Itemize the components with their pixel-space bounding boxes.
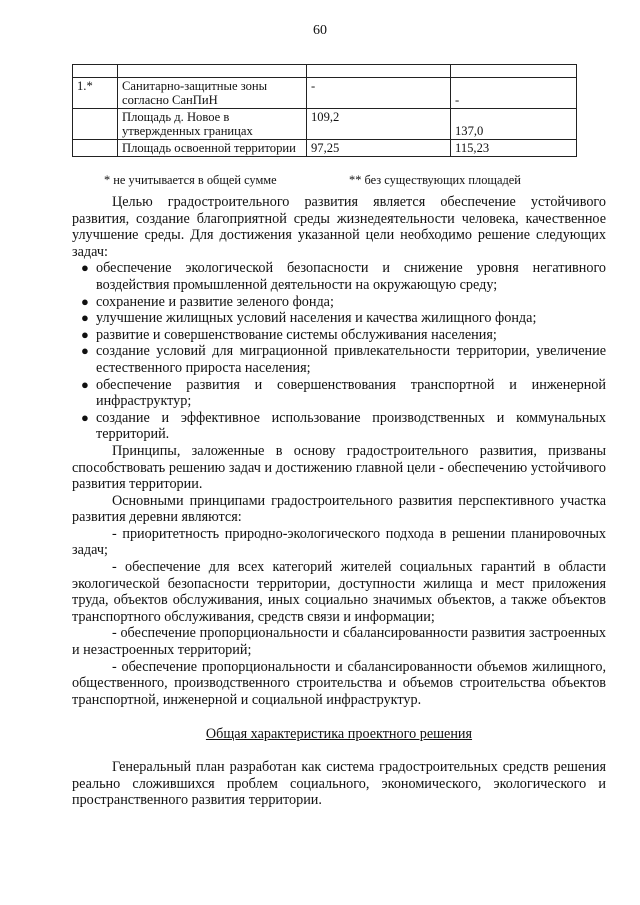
bullet-icon: ● (81, 376, 89, 392)
bullet-icon: ● (81, 293, 89, 309)
row-value-2: 137,0 (451, 109, 577, 140)
principle-item: - обеспечение пропорциональности и сбалансированности развития застроенных и незастроенных территорий; (72, 625, 606, 659)
row-value-1: 109,2 (307, 109, 451, 140)
area-table (72, 64, 577, 157)
table-top-row (73, 65, 577, 78)
principles-intro: Принципы, заложенные в основу градостроительного развития, призваны способствовать решению задач и достижению главной цели - обеспечению устойчивого развития территории. (72, 442, 606, 493)
list-item: ● развитие и совершенствование системы обслуживания населения; (81, 326, 497, 343)
list-item: ● создание условий для миграционной привлекательности территории, увеличение естественного прироста населения; (81, 343, 606, 376)
table-row (73, 109, 577, 140)
row-number (73, 140, 118, 157)
list-item: ● обеспечение экологической безопасности и снижение уровня негативного воздействия промышленной деятельности на окружающую среду; (81, 260, 606, 293)
section-paragraph: Генеральный план разработан как система градостроительных средств решения реально сложившихся проблем социального, экономического, экологического и пространственного развития территории. (72, 759, 606, 809)
row-name: Санитарно-защитные зоны согласно СанПиН (118, 78, 307, 109)
row-number: 1.* (73, 78, 118, 109)
principle-item: - обеспечение пропорциональности и сбалансированности объемов жилищного, общественного, производственного строительства и объемов строительства объектов транспортной, инженерной и социальной инфраструктур. (72, 658, 606, 708)
row-value-1: - (307, 78, 451, 109)
row-name: Площадь освоенной территории (118, 140, 307, 157)
bullet-icon: ● (81, 343, 89, 359)
body-text (72, 194, 606, 809)
bullet-icon: ● (81, 326, 89, 342)
table-row (73, 78, 577, 109)
footnote-without-existing: ** без существующих площадей (349, 173, 521, 187)
list-item: ● улучшение жилищных условий населения и качества жилищного фонда; (81, 310, 537, 327)
row-value-1: 97,25 (307, 140, 451, 157)
bullet-icon: ● (81, 409, 89, 425)
principle-item: - обеспечение для всех категорий жителей социальных гарантий в области экологической безопасности территории, доступности жилища и мест приложения труда, объектов обслуживания, иных социально значимых объектов, а также объектов транспортного обслуживания, средств связи и информации; (72, 559, 606, 625)
table-row (73, 140, 577, 157)
list-item: ● создание и эффективное использование производственных и коммунальных территорий. (81, 409, 606, 443)
tasks-list (72, 260, 606, 443)
bullet-icon: ● (81, 310, 89, 326)
principles-lead: Основными принципами градостроительного развития перспективного участка развития деревни являются: (72, 492, 606, 526)
row-name: Площадь д. Новое в утвержденных границах (118, 109, 307, 140)
intro-paragraph: Целью градостроительного развития является обеспечение устойчивого развития, создание благоприятной среды жизнедеятельности человека, качественное улучшение среды. Для достижения указанной цели необходимо решение следующих задач: (72, 194, 606, 260)
row-number (73, 109, 118, 140)
list-item: ● обеспечение развития и совершенствования транспортной и инженерной инфраструктур; (81, 376, 606, 410)
bullet-icon: ● (81, 260, 89, 276)
row-value-2: 115,23 (451, 140, 577, 157)
row-value-2: - (451, 78, 577, 109)
principle-item: - приоритетность природно-экологического подхода в решении планировочных задач; (72, 525, 606, 559)
footnote-excluded: * не учитывается в общей сумме (104, 173, 277, 187)
section-heading: Общая характеристика проектного решения (205, 726, 473, 743)
page-number: 60 (313, 23, 327, 38)
list-item: ● сохранение и развитие зеленого фонда; (81, 293, 334, 310)
